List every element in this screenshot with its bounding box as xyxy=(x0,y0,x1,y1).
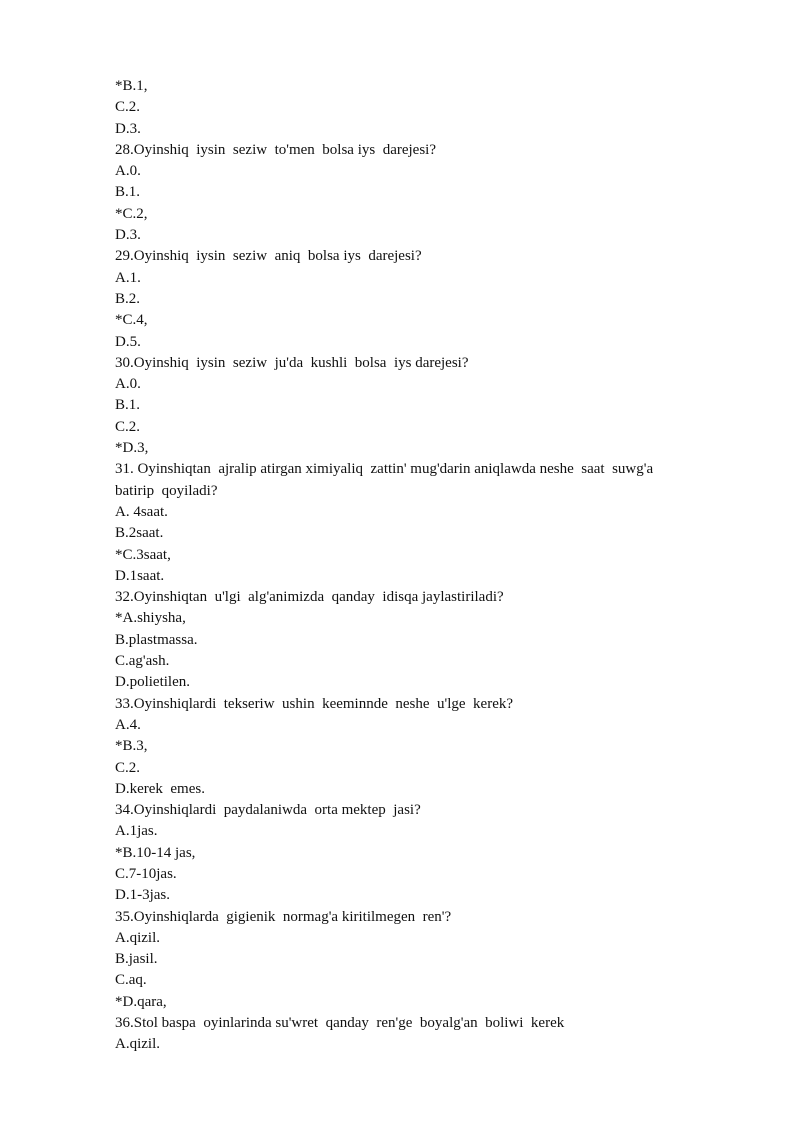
text-line: A.0. xyxy=(115,163,141,180)
text-line: D.polietilen. xyxy=(115,674,190,691)
text-line: C.2. xyxy=(115,99,141,116)
text-line: A.qizil. xyxy=(115,1036,160,1053)
text-line: A.1. xyxy=(115,269,141,286)
text-line: *B.3, xyxy=(115,738,148,755)
text-line: 31. Oyinshiqtan ajralip atirgan ximiyaliq zattin' mug'darin aniqlawda neshe saat suwg'a xyxy=(115,461,654,478)
text-line: 30.Oyinshiq iysin seziw ju'da kushli bolsa iys darejesi? xyxy=(115,354,469,371)
text-line: A.4. xyxy=(115,716,141,733)
text-line: 29.Oyinshiq iysin seziw aniq bolsa iys darejesi? xyxy=(115,248,422,265)
text-line: B.1. xyxy=(115,184,141,201)
text-line: *C.2, xyxy=(115,205,148,222)
text-line: *C.3saat, xyxy=(115,546,171,563)
document-text xyxy=(115,76,715,1056)
text-line: *C.4, xyxy=(115,312,148,329)
text-line: B.plastmassa. xyxy=(115,631,198,648)
text-line: A.0. xyxy=(115,376,141,393)
text-line: D.1-3jas. xyxy=(115,887,170,904)
text-line: *A.shiysha, xyxy=(115,610,186,627)
text-line: batirip qoyiladi? xyxy=(115,482,218,499)
text-line: D.kerek emes. xyxy=(115,780,205,797)
text-line: *D.3, xyxy=(115,440,149,457)
text-line: D.3. xyxy=(115,227,141,244)
text-line: *B.1, xyxy=(115,78,148,94)
text-line: *B.10-14 jas, xyxy=(115,844,196,861)
text-line: 34.Oyinshiqlardi paydalaniwda orta mektep jasi? xyxy=(115,802,421,819)
text-line: C.aq. xyxy=(115,972,147,989)
text-line: 32.Oyinshiqtan u'lgi alg'animizda qanday idisqa jaylastiriladi? xyxy=(115,589,504,606)
text-line: 33.Oyinshiqlardi tekseriw ushin keeminnde neshe u'lge kerek? xyxy=(115,695,514,712)
text-line: D.1saat. xyxy=(115,567,165,584)
text-line: *D.qara, xyxy=(115,993,167,1010)
text-line: D.5. xyxy=(115,333,141,350)
text-line: B.1. xyxy=(115,397,141,414)
text-line: C.7-10jas. xyxy=(115,865,177,882)
text-line: B.jasil. xyxy=(115,951,158,968)
text-line: C.ag'ash. xyxy=(115,653,170,670)
text-line: C.2. xyxy=(115,418,141,435)
text-line: B.2. xyxy=(115,290,141,307)
text-line: 36.Stol baspa oyinlarinda su'wret qanday ren'ge boyalg'an boliwi kerek xyxy=(115,1015,565,1032)
text-line: 28.Oyinshiq iysin seziw to'men bolsa iys darejesi? xyxy=(115,141,436,158)
text-line: A.1jas. xyxy=(115,823,158,840)
text-line: B.2saat. xyxy=(115,525,164,542)
text-line: A.qizil. xyxy=(115,929,160,946)
text-line: A. 4saat. xyxy=(115,503,168,520)
text-line: C.2. xyxy=(115,759,141,776)
text-line: 35.Oyinshiqlarda gigienik normag'a kiritilmegen ren'? xyxy=(115,908,452,925)
text-line: D.3. xyxy=(115,120,141,137)
